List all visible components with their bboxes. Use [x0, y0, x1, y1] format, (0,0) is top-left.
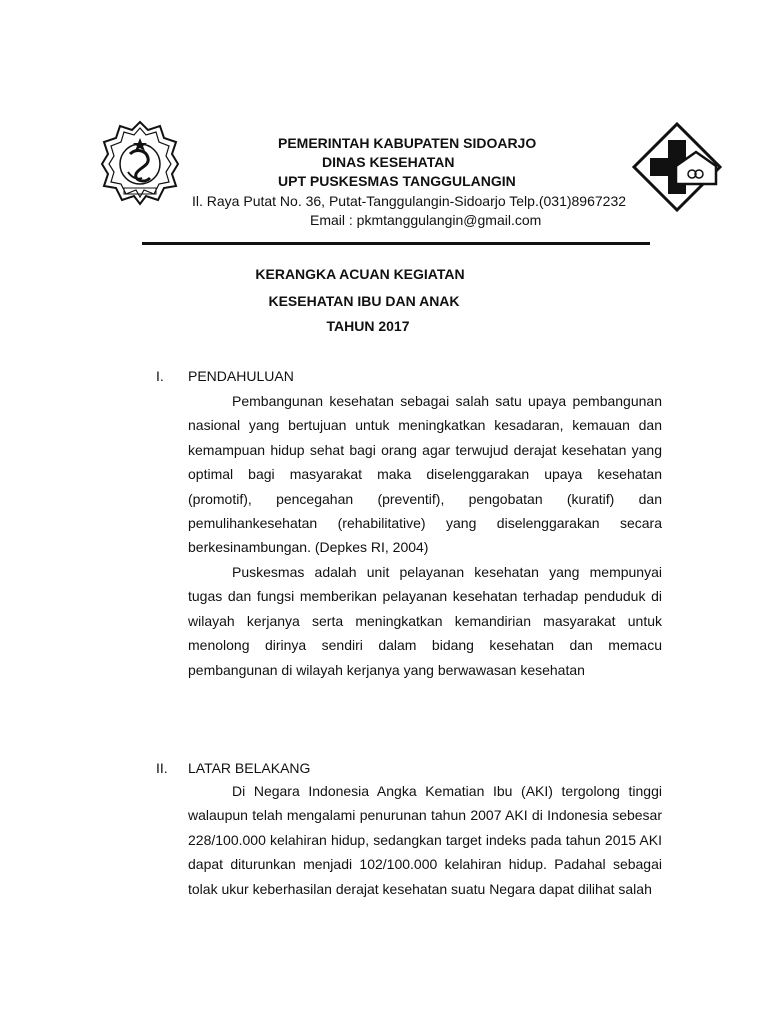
letterhead-department: DINAS KESEHATAN — [322, 154, 455, 170]
paragraph — [188, 389, 662, 560]
paragraph — [188, 779, 662, 901]
paragraph-text: Di Negara Indonesia Angka Kematian Ibu (AKI) tergolong tinggi walaupun telah mengalami penurunan tahun 2007 AKI di Indonesia sebesar 228/100.000 kelahiran hidup, sedangkan target indeks pada tahun 2015 AKI dapat diturunkan menjadi 102/100.000 kelahiran hidup. Padahal sebagai tolak ukur keberhasilan derajat kesehatan suatu Negara dapat dilihat salah — [188, 783, 662, 897]
paragraph-text: Puskesmas adalah unit pelayanan kesehatan yang mempunyai tugas dan fungsi memberikan pelayanan kesehatan terhadap penduduk di wilayah kerjanya serta meningkatkan kemandirian masyarakat untuk menolong dirinya sendiri dalam bidang kesehatan dan memacu pembangunan di wilayah kerjanya yang berwawasan kesehatan — [188, 564, 662, 678]
regency-emblem-icon — [98, 118, 182, 208]
document-title-line3: TAHUN 2017 — [326, 318, 410, 334]
puskesmas-logo-icon — [632, 122, 722, 212]
section-heading: PENDAHULUAN — [188, 368, 294, 384]
paragraph — [188, 560, 662, 682]
document-title-line1: KERANGKA ACUAN KEGIATAN — [255, 266, 465, 282]
letterhead-address: Il. Raya Putat No. 36, Putat-Tanggulangin-Sidoarjo Telp.(031)8967232 — [192, 193, 627, 209]
paragraph-text: Pembangunan kesehatan sebagai salah satu upaya pembangunan nasional yang bertujuan untuk meningkatkan kesadaran, kemauan dan kemampuan hidup sehat bagi orang agar terwujud derajat kesehatan yang optimal bagi masyarakat maka diselenggarakan upaya kesehatan (promotif), pencegahan (preventif), pengobatan (kuratif) dan pemulihankesehatan (rehabilitative) yang diselenggarakan secara berkesinambungan. (Depkes RI, 2004) — [188, 393, 662, 556]
letterhead-email: Email : pkmtanggulangin@gmail.com — [310, 212, 542, 228]
letterhead-divider — [142, 242, 650, 245]
section-number: II. — [156, 760, 168, 776]
letterhead-unit: UPT PUSKESMAS TANGGULANGIN — [278, 173, 516, 189]
letterhead-government: PEMERINTAH KABUPATEN SIDOARJO — [278, 135, 537, 151]
section-number: I. — [156, 368, 164, 384]
document-title-line2: KESEHATAN IBU DAN ANAK — [268, 293, 460, 309]
section-heading: LATAR BELAKANG — [188, 760, 311, 776]
